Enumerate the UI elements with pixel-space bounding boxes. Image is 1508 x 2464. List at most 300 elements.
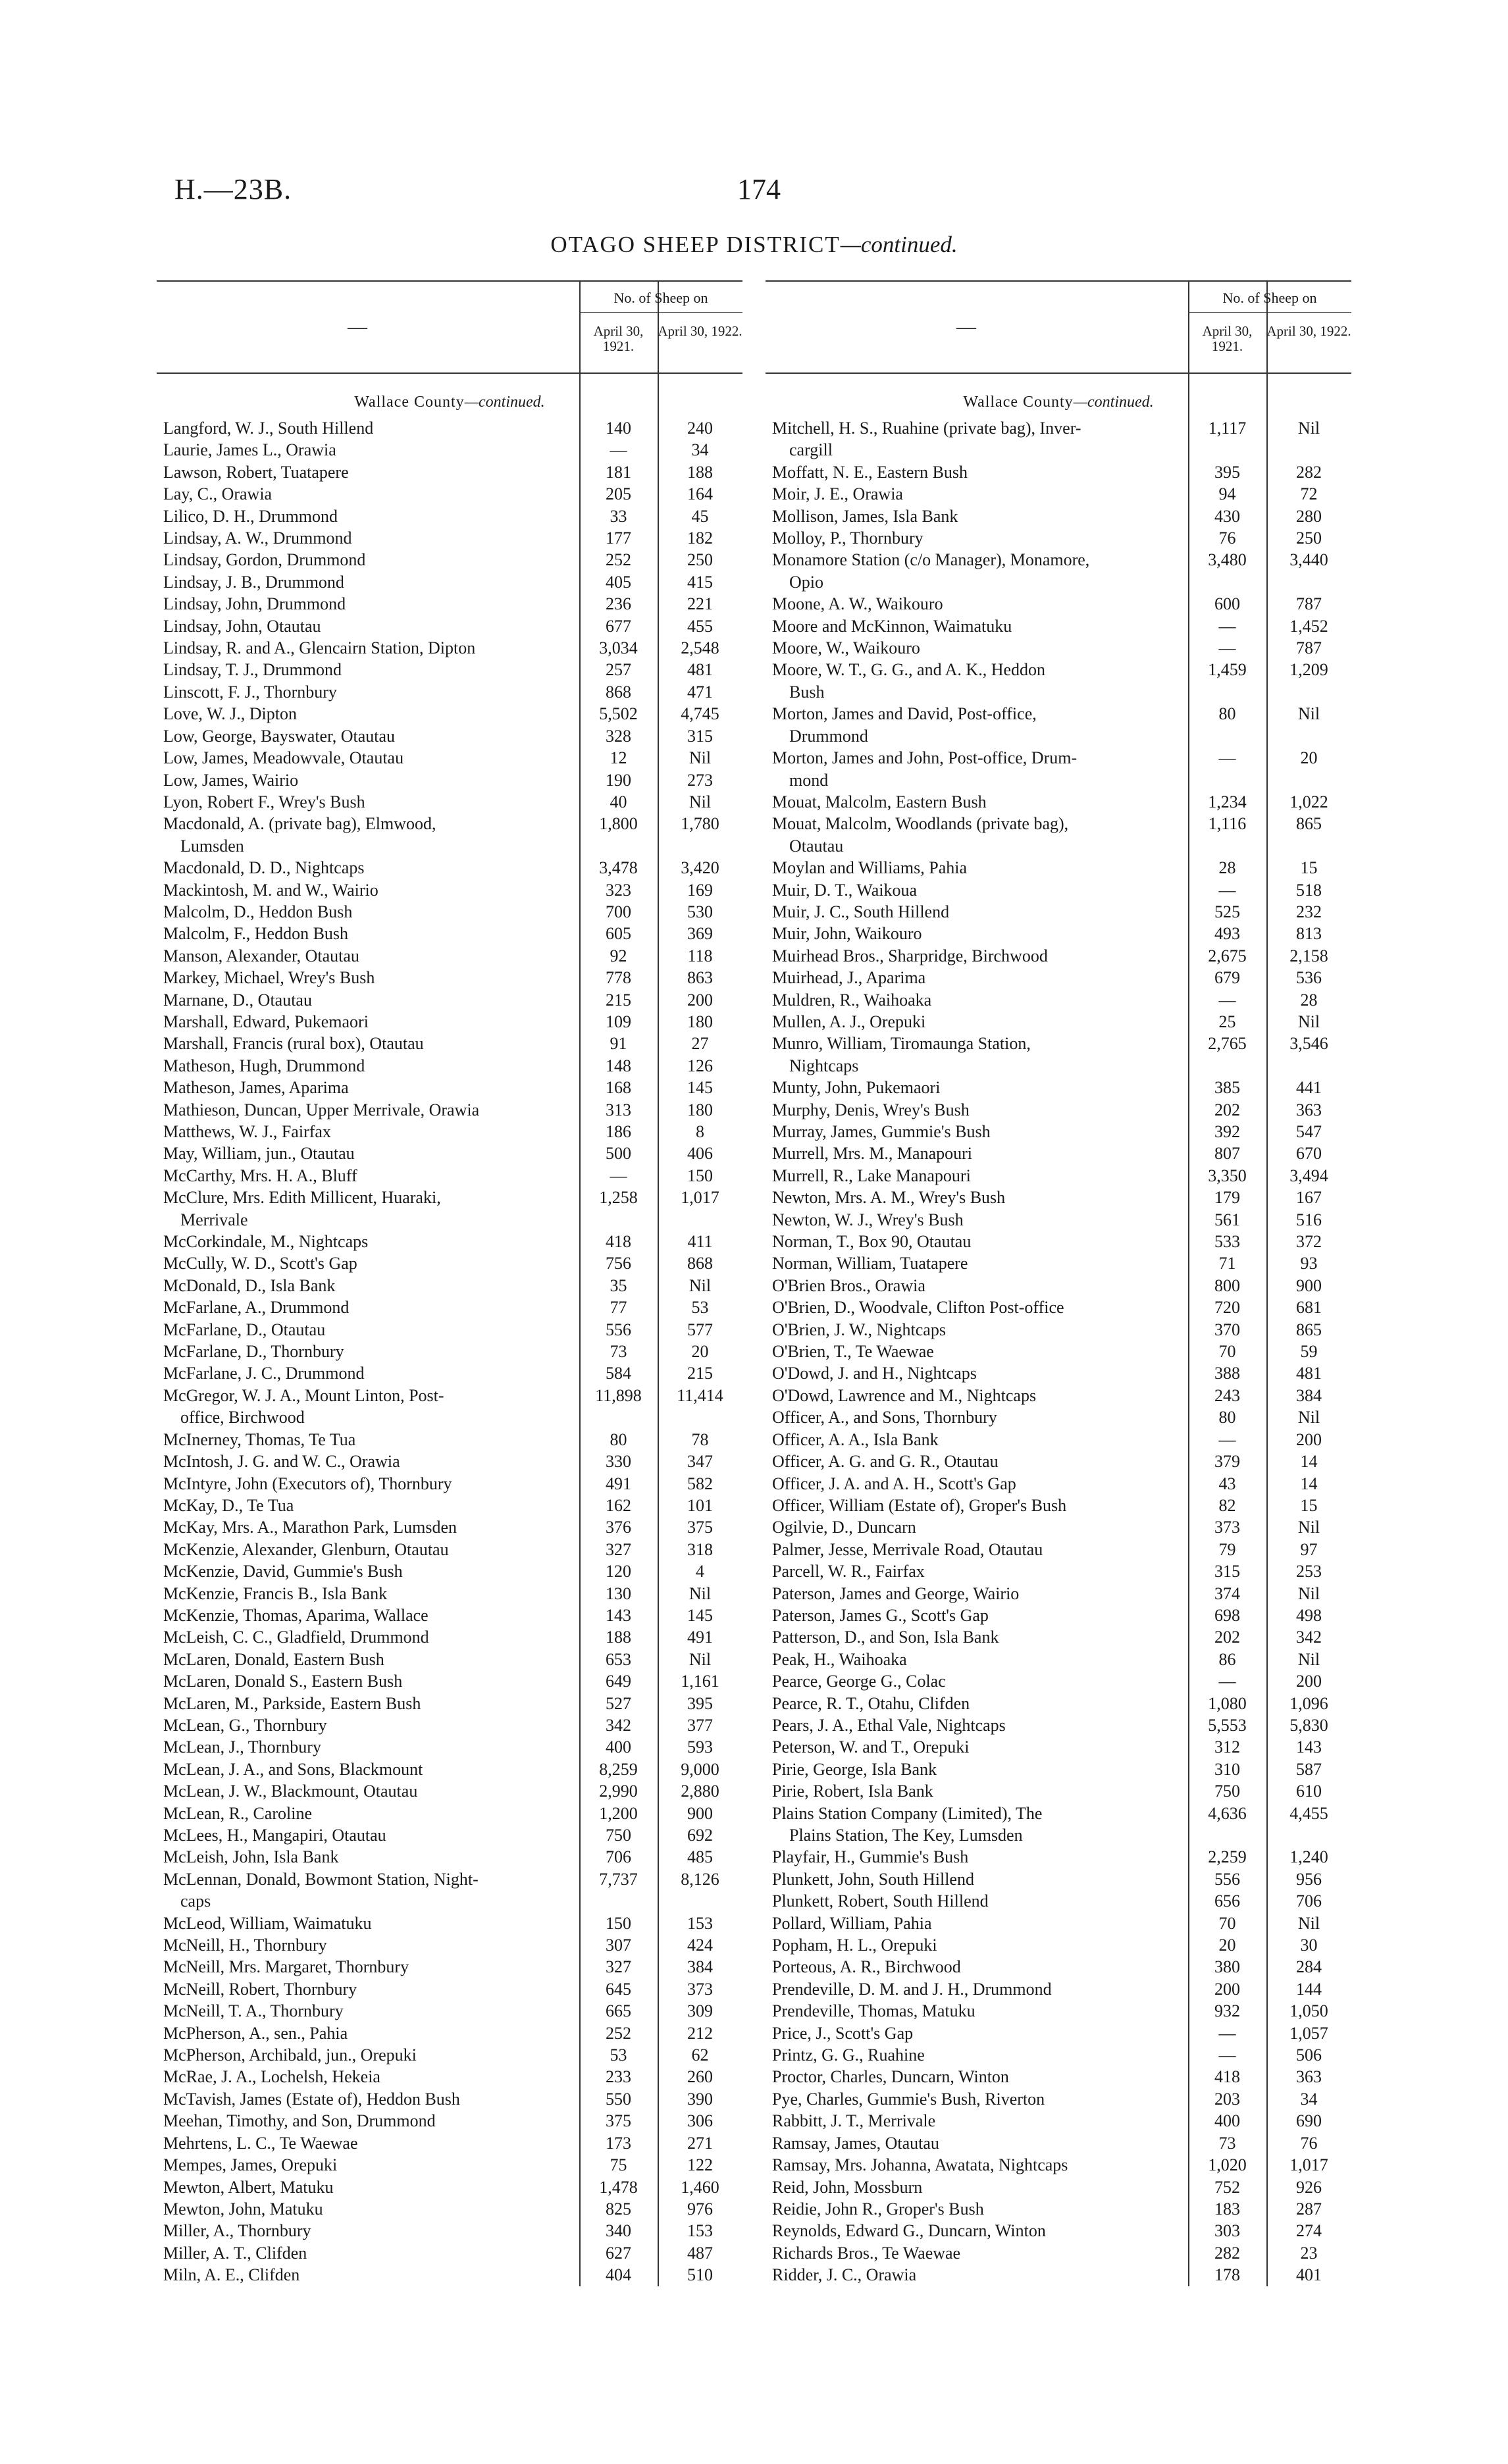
owner-cell [157, 2088, 579, 2110]
sheep-1922: 23 [1300, 2243, 1318, 2263]
sheep-1922: 97 [1300, 1539, 1318, 1559]
table-row [766, 1296, 1351, 1318]
sheep-1922: 692 [687, 1826, 713, 1845]
table-row [157, 1099, 742, 1121]
sheep-1922: 76 [1300, 2133, 1318, 2153]
sheep-1921: 80 [610, 1429, 627, 1449]
sheep-1921: 800 [1214, 1275, 1240, 1295]
owner-cell [157, 1539, 579, 1560]
sheep-1921: 28 [1218, 858, 1236, 878]
sheep-1921: 2,259 [1208, 1847, 1247, 1867]
owner-cell [157, 703, 579, 725]
table-row [766, 1846, 1351, 1868]
owner-cell [766, 2198, 1188, 2220]
owner-name: Pirie, George, Isla Bank [772, 1759, 937, 1779]
sheep-1921: 491 [606, 1474, 631, 1493]
owner-name-continued: Lumsden [180, 836, 244, 856]
owner-name: Lindsay, John, Drummond [163, 594, 346, 614]
sheep-1922: 3,494 [1289, 1166, 1328, 1185]
owner-cell [157, 593, 579, 615]
sheep-1921: 600 [1214, 594, 1240, 614]
table-row [157, 1626, 742, 1648]
table-row [766, 2088, 1351, 2110]
sheep-1922: 180 [687, 1100, 713, 1119]
owner-cell [766, 945, 1188, 967]
sheep-1922: 215 [687, 1364, 713, 1383]
owner-cell [766, 1362, 1188, 1384]
owner-cell [157, 813, 579, 857]
owner-name: Muirhead Bros., Sharpridge, Birchwood [772, 946, 1048, 965]
owner-name: Peak, H., Waihoaka [772, 1649, 907, 1669]
sheep-1922: 232 [1296, 902, 1322, 921]
sheep-1922: 530 [687, 902, 713, 921]
sheep-1922: 900 [1296, 1275, 1322, 1295]
owner-cell [157, 1934, 579, 1956]
owner-name: Murray, James, Gummie's Bush [772, 1122, 991, 1141]
sheep-1921: 310 [1214, 1759, 1240, 1779]
owner-cell [157, 1187, 579, 1231]
sheep-1921: 1,800 [599, 814, 638, 834]
sheep-1922: 485 [687, 1847, 713, 1867]
year-1921-header: April 30, 1921. [593, 323, 644, 354]
sheep-1921: 150 [606, 1913, 631, 1933]
owner-cell [157, 1473, 579, 1495]
owner-name: Palmer, Jesse, Merrivale Road, Otautau [772, 1539, 1043, 1559]
owner-name: McIntosh, J. G. and W. C., Orawia [163, 1452, 400, 1472]
owner-cell [766, 2088, 1188, 2110]
table-row [766, 1142, 1351, 1164]
table-row [766, 1583, 1351, 1604]
table-row [766, 1429, 1351, 1450]
owner-name: Ramsay, James, Otautau [772, 2133, 939, 2153]
sheep-1922: 169 [687, 880, 713, 900]
sheep-1922: 30 [1300, 1936, 1318, 1955]
sheep-1922: 424 [687, 1936, 713, 1955]
owner-cell [766, 1516, 1188, 1538]
sheep-1921: 1,459 [1208, 660, 1247, 680]
table-row [766, 703, 1351, 747]
table-row [157, 1583, 742, 1604]
owner-name: Muldren, R., Waihoaka [772, 990, 932, 1010]
owner-name: Reynolds, Edward G., Duncarn, Winton [772, 2221, 1046, 2241]
sheep-1922: 411 [687, 1232, 713, 1252]
owner-name: Mempes, James, Orepuki [163, 2155, 338, 2175]
owner-name: Linscott, F. J., Thornbury [163, 682, 337, 702]
owner-name: Malcolm, D., Heddon Bush [163, 902, 353, 921]
owner-name: O'Brien Bros., Orawia [772, 1275, 925, 1295]
owner-cell [766, 1429, 1188, 1450]
sheep-1922: 384 [687, 1957, 713, 1977]
table-row [766, 1099, 1351, 1121]
table-row [766, 967, 1351, 988]
table-row [766, 1495, 1351, 1516]
sheep-1921: 752 [1214, 2177, 1240, 2197]
sheep-1921: 71 [1218, 1254, 1236, 1273]
sheep-1922: Nil [689, 792, 712, 811]
sheep-1921: 720 [1214, 1298, 1240, 1318]
sheep-1921: 20 [1218, 1936, 1236, 1955]
owner-name: Pye, Charles, Gummie's Bush, Riverton [772, 2089, 1045, 2109]
owner-name: Laurie, James L., Orawia [163, 440, 336, 460]
table-row [766, 1912, 1351, 1934]
right-column [766, 280, 1351, 2286]
sheep-1921: 807 [1214, 1144, 1240, 1164]
table-row [157, 1934, 742, 1956]
sheep-1922: 182 [687, 528, 713, 548]
sheep-1922: Nil [1297, 1518, 1320, 1537]
owner-cell [766, 1385, 1188, 1406]
sheep-1922: 34 [691, 440, 709, 460]
owner-name-continued: cargill [789, 440, 833, 460]
owner-cell [766, 1406, 1188, 1428]
sheep-1922: 8,126 [681, 1869, 719, 1889]
owner-name: Ramsay, Mrs. Johanna, Awatata, Nightcaps [772, 2155, 1068, 2175]
owner-name: McLeish, John, Isla Bank [163, 1847, 339, 1867]
sheep-1922: 498 [1296, 1605, 1322, 1625]
owner-name: O'Brien, J. W., Nightcaps [772, 1320, 946, 1339]
sheep-1921: 400 [1214, 2111, 1240, 2131]
table-row [766, 593, 1351, 615]
sheep-1922: 5,830 [1289, 1715, 1328, 1735]
owner-cell [157, 769, 579, 791]
sheep-1922: 188 [687, 462, 713, 482]
sheep-1921: 3,478 [599, 858, 638, 878]
table-row [766, 1209, 1351, 1231]
sheep-1922: 373 [687, 1979, 713, 1999]
table-row [766, 1406, 1351, 1428]
sheep-1922: 481 [1296, 1364, 1322, 1383]
sheep-1922: 53 [691, 1298, 709, 1318]
owner-name: Matheson, Hugh, Drummond [163, 1056, 365, 1075]
owner-cell [157, 989, 579, 1011]
sheep-1922: 150 [687, 1166, 713, 1185]
table-row [157, 1231, 742, 1252]
sheep-1922: 101 [687, 1495, 713, 1515]
owner-name: Mewton, John, Matuku [163, 2199, 323, 2219]
owner-cell [766, 967, 1188, 988]
sheep-1921: 374 [1214, 1583, 1240, 1603]
sheep-1922: 384 [1296, 1385, 1322, 1405]
table-row [766, 2044, 1351, 2066]
owner-name: McTavish, James (Estate of), Heddon Bush [163, 2089, 460, 2109]
owner-name: McGregor, W. J. A., Mount Linton, Post- [163, 1385, 444, 1405]
sheep-1921: 12 [610, 748, 627, 768]
county-name: Wallace County [354, 394, 465, 411]
owner-cell [766, 1956, 1188, 1978]
sheep-1921: 70 [1218, 1913, 1236, 1933]
table-row [157, 1956, 742, 1978]
sheep-1921: 73 [1218, 2133, 1236, 2153]
sheep-1922: 377 [687, 1715, 713, 1735]
table-row [766, 1319, 1351, 1341]
owner-cell [157, 1846, 579, 1868]
owner-name: Morton, James and David, Post-office, [772, 704, 1037, 724]
sheep-1922: 200 [687, 990, 713, 1010]
table-row [157, 769, 742, 791]
sheep-1922: 212 [687, 2023, 713, 2043]
sheep-1922: 1,096 [1289, 1693, 1328, 1713]
owner-name: Murrell, R., Lake Manapouri [772, 1166, 971, 1185]
sheep-1922: 8 [696, 1122, 704, 1141]
sheep-1921: 186 [606, 1122, 631, 1141]
owner-name: Printz, G. G., Ruahine [772, 2045, 925, 2065]
sheep-1921: — [1218, 748, 1236, 768]
sheep-1922: 78 [691, 1429, 709, 1449]
owner-cell [157, 571, 579, 593]
table-row [766, 2110, 1351, 2132]
sheep-1921: 243 [1214, 1385, 1240, 1405]
sheep-1921: 86 [1218, 1649, 1236, 1669]
table-row [157, 1121, 742, 1142]
sheep-1922: Nil [689, 1583, 712, 1603]
sheep-1922: 577 [687, 1320, 713, 1339]
owner-cell [766, 1495, 1188, 1516]
table-row [157, 637, 742, 659]
sheep-1922: 145 [687, 1078, 713, 1098]
sheep-1922: 900 [687, 1803, 713, 1823]
table-row [157, 2000, 742, 2022]
sheep-1922: Nil [1297, 704, 1320, 724]
sheep-1921: 92 [610, 946, 627, 965]
owner-name: Love, W. J., Dipton [163, 704, 297, 724]
owner-name: Lay, C., Orawia [163, 484, 273, 504]
table-row [157, 1187, 742, 1231]
sheep-1921: — [610, 440, 627, 460]
sheep-1922: 153 [687, 2221, 713, 2241]
table-row [157, 549, 742, 571]
sheep-1921: 143 [606, 1605, 631, 1625]
sheep-1921: 376 [606, 1518, 631, 1537]
sheep-1921: 40 [610, 792, 627, 811]
sheep-1921: 380 [1214, 1957, 1240, 1977]
table-row [766, 527, 1351, 549]
owner-cell [766, 1275, 1188, 1296]
sheep-1921: 756 [606, 1254, 631, 1273]
owner-cell [157, 923, 579, 944]
owner-name: McClure, Mrs. Edith Millicent, Huaraki, [163, 1188, 441, 1208]
sheep-1921: 375 [606, 2111, 631, 2131]
sheep-1921: 2,990 [599, 1782, 638, 1801]
table-row [766, 1362, 1351, 1384]
table-row [157, 1495, 742, 1516]
owner-cell [157, 2022, 579, 2044]
owner-name: Lindsay, T. J., Drummond [163, 660, 342, 680]
sheep-1921: 1,080 [1208, 1693, 1247, 1713]
owner-name: Parcell, W. R., Fairfax [772, 1562, 925, 1581]
sheep-1921: 33 [610, 506, 627, 526]
owner-cell [157, 1649, 579, 1670]
owner-name: Norman, William, Tuatapere [772, 1254, 968, 1273]
sheep-1922: 395 [687, 1693, 713, 1713]
owner-name: O'Dowd, J. and H., Nightcaps [772, 1364, 977, 1383]
sheep-1921: 605 [606, 924, 631, 944]
owner-cell [766, 2176, 1188, 2198]
owner-cell [157, 2000, 579, 2022]
sheep-1921: 342 [606, 1715, 631, 1735]
sheep-1922: 167 [1296, 1188, 1322, 1208]
sheep-1922: 15 [1300, 858, 1318, 878]
owner-name: Reid, John, Mossburn [772, 2177, 923, 2197]
table-row [766, 1649, 1351, 1670]
owner-name: Prendeville, D. M. and J. H., Drummond [772, 1979, 1052, 1999]
owner-name: Moore and McKinnon, Waimatuku [772, 616, 1012, 636]
owner-cell [157, 1275, 579, 1296]
owner-name: Patterson, D., and Son, Isla Bank [772, 1628, 999, 1647]
owner-name: Rabbitt, J. T., Merrivale [772, 2111, 936, 2131]
sheep-1922: 956 [1296, 1869, 1322, 1889]
owner-name: Lilico, D. H., Drummond [163, 506, 338, 526]
owner-cell [766, 1209, 1188, 1231]
owner-name: Langford, W. J., South Hillend [163, 419, 374, 438]
owner-cell [766, 1560, 1188, 1582]
owner-cell [766, 1758, 1188, 1780]
sheep-1922: 2,548 [681, 638, 719, 658]
sheep-1921: 493 [1214, 924, 1240, 944]
sheep-1922: 1,161 [681, 1672, 719, 1691]
owner-cell [766, 1714, 1188, 1736]
owner-cell [157, 1516, 579, 1538]
owner-cell [766, 549, 1188, 593]
sheep-1922: 1,017 [1289, 2155, 1328, 2175]
sheep-1921: 94 [1218, 484, 1236, 504]
sheep-1922: 547 [1296, 1122, 1322, 1141]
table-row [766, 461, 1351, 483]
owner-name: Mouat, Malcolm, Woodlands (private bag), [772, 814, 1069, 834]
sheep-1921: 395 [1214, 462, 1240, 482]
sheep-1921: — [1218, 990, 1236, 1010]
table-row [766, 2220, 1351, 2242]
table-row [766, 813, 1351, 857]
owner-cell [766, 1780, 1188, 1802]
owner-cell [157, 1033, 579, 1054]
owner-name: McLaren, M., Parkside, Eastern Bush [163, 1693, 421, 1713]
owner-cell [766, 1099, 1188, 1121]
owner-name: O'Brien, D., Woodvale, Clifton Post-office [772, 1298, 1064, 1318]
owner-name: Matheson, James, Aparima [163, 1078, 349, 1098]
table-row [766, 1604, 1351, 1626]
table-row [157, 747, 742, 769]
owner-name: McInerney, Thomas, Te Tua [163, 1429, 356, 1449]
owner-name: Moore, W., Waikouro [772, 638, 920, 658]
sheep-1921: 203 [1214, 2089, 1240, 2109]
owner-cell [157, 1231, 579, 1252]
owner-name: McKenzie, David, Gummie's Bush [163, 1562, 403, 1581]
sheep-1922: Nil [1297, 419, 1320, 438]
table-row [157, 1780, 742, 1802]
table-row [157, 439, 742, 461]
table-row [157, 505, 742, 527]
owner-name: Pirie, Robert, Isla Bank [772, 1782, 933, 1801]
sheep-1921: 75 [610, 2155, 627, 2175]
table-row [766, 1231, 1351, 1252]
sheep-1921: 168 [606, 1078, 631, 1098]
table-row [766, 1385, 1351, 1406]
sheep-1922: Nil [689, 1649, 712, 1669]
table-row [157, 1385, 742, 1429]
page-number: 174 [737, 173, 781, 205]
name-column-header: — [956, 316, 976, 338]
sheep-1921: 140 [606, 419, 631, 438]
table-row [157, 1319, 742, 1341]
sheep-1921: 665 [606, 2001, 631, 2021]
sheep-1921: 373 [1214, 1518, 1240, 1537]
sheep-1921: 312 [1214, 1737, 1240, 1757]
owner-cell [157, 1495, 579, 1516]
table-row [766, 857, 1351, 879]
owner-name: O'Dowd, Lawrence and M., Nightcaps [772, 1385, 1037, 1405]
table-row [157, 857, 742, 879]
owner-cell [766, 1649, 1188, 1670]
table-row [157, 1077, 742, 1098]
owner-name: Officer, A. G. and G. R., Otautau [772, 1452, 999, 1472]
sheep-1921: 162 [606, 1495, 631, 1515]
table-row [157, 1473, 742, 1495]
sheep-1922: 863 [687, 968, 713, 988]
owner-name: Lyon, Robert F., Wrey's Bush [163, 792, 365, 811]
owner-cell [766, 1296, 1188, 1318]
owner-name: Plunkett, Robert, South Hillend [772, 1891, 989, 1911]
sheep-1922: Nil [689, 748, 712, 768]
sheep-1922: 670 [1296, 1144, 1322, 1164]
owner-cell [157, 901, 579, 923]
sheep-1921: 1,478 [599, 2177, 638, 2197]
owner-cell [766, 1450, 1188, 1472]
owner-name: Mitchell, H. S., Ruahine (private bag), Inver- [772, 419, 1081, 438]
table-row [157, 703, 742, 725]
sheep-1921: 388 [1214, 1364, 1240, 1383]
sheep-1922: 1,240 [1289, 1847, 1328, 1867]
table-row [766, 483, 1351, 505]
owner-cell [157, 615, 579, 637]
table-row [766, 1780, 1351, 1802]
table-row [766, 1803, 1351, 1847]
sheep-1922: 518 [1296, 880, 1322, 900]
sheep-1922: 260 [687, 2067, 713, 2087]
sheep-1922: 273 [687, 770, 713, 790]
sheep-1922: 2,158 [1289, 946, 1328, 965]
table-row [157, 483, 742, 505]
owner-cell [766, 2220, 1188, 2242]
owner-cell [766, 1846, 1188, 1868]
owner-cell [157, 1341, 579, 1362]
owner-cell [157, 1429, 579, 1450]
owner-name: McNeill, T. A., Thornbury [163, 2001, 344, 2021]
owner-name: Ridder, J. C., Orawia [772, 2265, 917, 2285]
sheep-1922: 369 [687, 924, 713, 944]
owner-cell [157, 1736, 579, 1758]
owner-name: Marnane, D., Otautau [163, 990, 312, 1010]
owner-name: Popham, H. L., Orepuki [772, 1936, 937, 1955]
owner-cell [766, 813, 1188, 857]
table-row [766, 549, 1351, 593]
sheep-1922: 401 [1296, 2265, 1322, 2285]
sheep-1922: 34 [1300, 2089, 1318, 2109]
owner-name: Officer, William (Estate of), Groper's Bush [772, 1495, 1067, 1515]
table-row [766, 1890, 1351, 1912]
table-row [157, 615, 742, 637]
sheep-1922: 27 [691, 1034, 709, 1054]
sheep-1921: 561 [1214, 1210, 1240, 1229]
owner-cell [766, 1934, 1188, 1956]
owner-name: Muir, John, Waikouro [772, 924, 922, 944]
owner-cell [766, 1736, 1188, 1758]
sheep-1922: 309 [687, 2001, 713, 2021]
owner-name: Muir, J. C., South Hillend [772, 902, 950, 921]
owner-name: McLean, J. A., and Sons, Blackmount [163, 1759, 423, 1779]
owner-name-continued: Nightcaps [789, 1056, 859, 1075]
owner-name: Pearce, George G., Colac [772, 1672, 946, 1691]
title-suffix: —continued. [840, 232, 958, 257]
